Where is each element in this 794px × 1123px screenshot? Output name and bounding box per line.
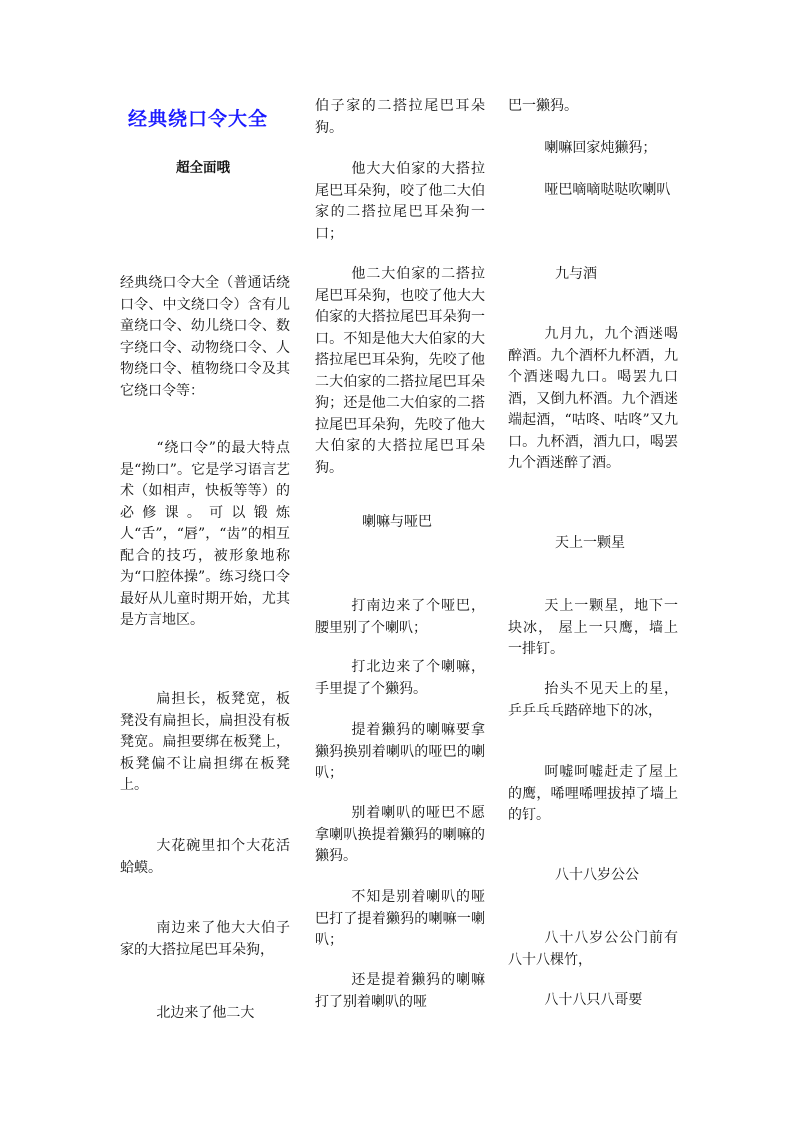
section-heading-xing: 天上一颗星 — [555, 535, 625, 551]
beibian-lama-paragraph: 打北边来了个喇嘛，手里提了个獭犸。 — [315, 659, 485, 697]
haishi-paragraph: 还是提着獭犸的喇嘛打了别着喇叭的哑 — [315, 972, 485, 1010]
lama-dun-paragraph: 喇嘛回家炖獭犸； — [544, 140, 657, 156]
nanbian-paragraph: 南边来了他大大伯子家的大搭拉尾巴耳朵狗， — [120, 920, 290, 958]
xing-paragraph: 天上一颗星，地下一块冰， 屋上一只鹰，墙上一排钉。 — [508, 598, 678, 657]
tizhe-tama-paragraph: 提着獭犸的喇嘛要拿獭犸换别着喇叭的哑巴的喇叭； — [315, 722, 485, 781]
document-subtitle: 超全面哦 — [176, 160, 230, 176]
hexu-paragraph: 呵嘘呵嘘赶走了屋上的鹰，唏哩唏哩拔掉了墙上的钉。 — [508, 764, 678, 823]
bashiba-bage-paragraph: 八十八只八哥要 — [544, 992, 643, 1008]
section-heading-jiu: 九与酒 — [555, 266, 597, 282]
section-heading-88: 八十八岁公公 — [555, 867, 639, 883]
dahua-paragraph: 大花碗里扣个大花活蛤蟆。 — [120, 838, 290, 876]
biandan-paragraph: 扁担长，板凳宽，板凳没有扁担长，扁担没有板凳宽。扁担要绑在板凳上，板凳偏不让扁担绑在板凳上。 — [120, 691, 290, 793]
document-title: 经典绕口令大全 — [128, 108, 269, 130]
buzhi-paragraph: 不知是别着喇叭的哑巴打了提着獭犸的喇嘛一喇叭； — [315, 889, 485, 948]
continuation-paragraph: 伯子家的二搭拉尾巴耳朵狗。 — [315, 98, 485, 136]
yaba-chui-paragraph: 哑巴嘀嘀哒哒吹喇叭 — [544, 182, 671, 198]
bashiba-gonggong-paragraph: 八十八岁公公门前有八十八棵竹， — [508, 930, 678, 968]
jiu-paragraph: 九月九，九个酒迷喝醉酒。九个酒杯九杯酒，九个酒迷喝九口。喝罢九口酒，又倒九杯酒。九个酒迷端起酒，“咕咚、咕咚”又九口。九杯酒，酒九口，喝罢九个酒迷醉了酒。 — [508, 326, 678, 471]
section-heading-lama-yaba: 喇嘛与哑巴 — [362, 514, 432, 530]
description-paragraph: “绕口令”的最大特点是“拗口”。它是学习语言艺术（如相声，快板等等）的必修课。可以锻炼人“舌”，“唇”，“齿”的相互配合的技巧，被形象地称为“口腔体操”。练习绕口令最好从儿童时期开始，尤其是方言地区。 — [120, 440, 290, 628]
beibian-paragraph: 北边来了他二大 — [156, 1005, 255, 1021]
continuation-paragraph: 巴一獭犸。 — [508, 98, 578, 114]
taitou-paragraph: 抬头不见天上的星，乒乒乓乓踏碎地下的冰， — [508, 681, 678, 719]
dabobo-paragraph: 他大大伯家的大搭拉尾巴耳朵狗，咬了他二大伯家的二搭拉尾巴耳朵狗一口； — [315, 161, 485, 242]
nanbian-yaba-paragraph: 打南边来了个哑巴，腰里别了个喇叭； — [315, 598, 485, 636]
intro-paragraph: 经典绕口令大全（普通话绕口令、中文绕口令）含有儿童绕口令、幼儿绕口令、数字绕口令、动物绕口令、人物绕口令、植物绕口令及其它绕口令等： — [120, 275, 290, 399]
erbobo-paragraph: 他二大伯家的二搭拉尾巴耳朵狗，也咬了他大大伯家的大搭拉尾巴耳朵狗一口。不知是他大大伯家的大搭拉尾巴耳朵狗，先咬了他二大伯家的二搭拉尾巴耳朵狗；还是他二大伯家的二搭拉尾巴耳朵狗，先咬了他大大伯家的大搭拉尾巴耳朵狗。 — [315, 266, 485, 476]
biezhe-laba-paragraph: 别着喇叭的哑巴不愿拿喇叭换提着獭犸的喇嘛的獭犸。 — [315, 805, 485, 864]
